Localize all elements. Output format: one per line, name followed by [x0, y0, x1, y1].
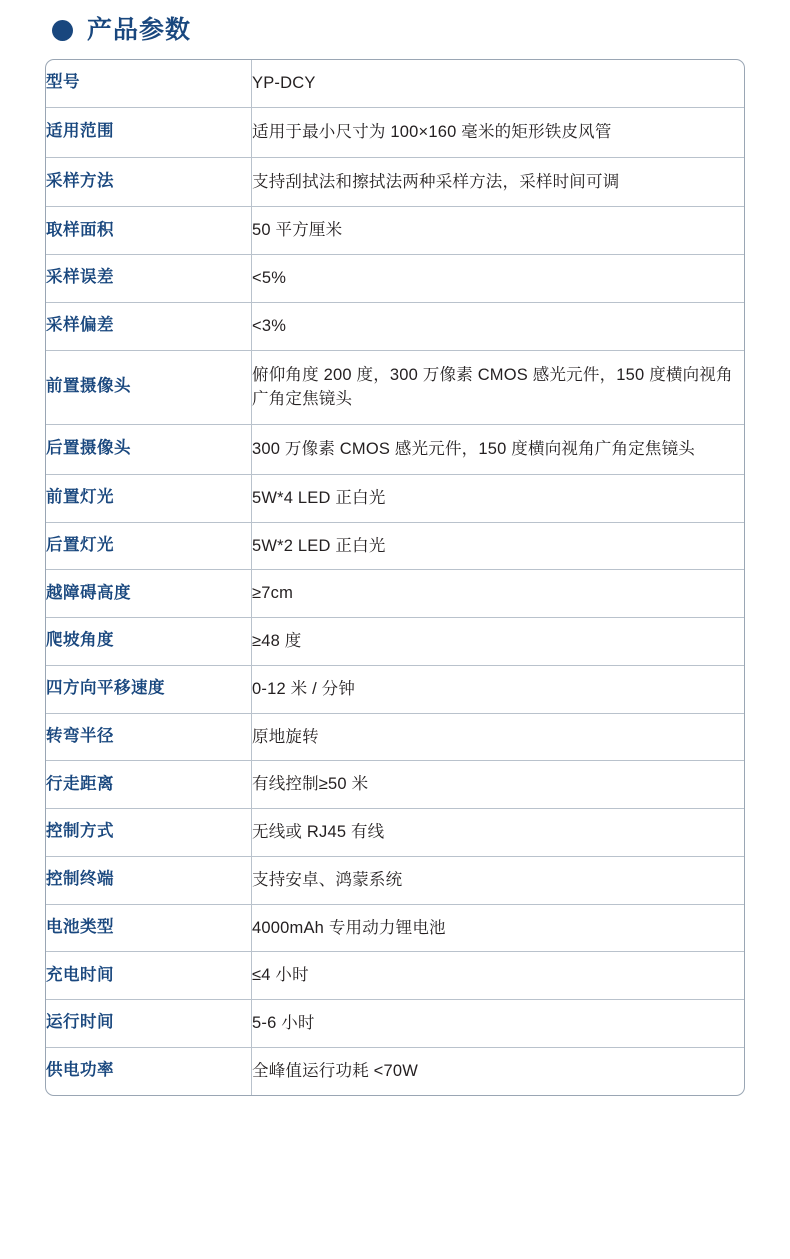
spec-value: ≤4 小时 [252, 966, 309, 985]
spec-value: 5-6 小时 [252, 1014, 315, 1032]
table-row [46, 904, 744, 952]
page-title: 产品参数 [87, 16, 192, 44]
spec-value: 50 平方厘米 [252, 221, 343, 240]
spec-value: ≥48 度 [252, 632, 302, 650]
spec-label: 采样误差 [46, 255, 252, 303]
spec-label: 后置摄像头 [46, 425, 252, 475]
table-row [46, 618, 744, 666]
spec-value: 支持刮拭法和擦拭法两种采样方法，采样时间可调 [252, 172, 620, 191]
table-row [46, 665, 744, 713]
spec-value: ≥7cm [252, 584, 294, 603]
table-row [46, 350, 744, 425]
spec-value: 300 万像素 CMOS 感光元件，150 度横向视角广角定焦镜头 [252, 440, 695, 458]
spec-table-body [46, 60, 744, 1095]
spec-value: 0-12 米 / 分钟 [252, 679, 356, 698]
table-row [46, 761, 744, 809]
table-row [46, 856, 744, 904]
spec-value: 原地旋转 [252, 727, 319, 746]
spec-label: 供电功率 [46, 1047, 252, 1094]
table-row [46, 60, 744, 107]
spec-value: <5% [252, 269, 287, 287]
table-row [46, 952, 744, 1000]
spec-table [46, 60, 744, 1095]
spec-label: 后置灯光 [46, 522, 252, 570]
spec-label: 转弯半径 [46, 713, 252, 761]
spec-label: 控制终端 [46, 856, 252, 904]
spec-value: 5W*2 LED 正白光 [252, 536, 386, 555]
spec-label: 控制方式 [46, 809, 252, 857]
table-row [46, 207, 744, 255]
spec-label: 适用范围 [46, 107, 252, 157]
table-row [46, 157, 744, 207]
table-row [46, 474, 744, 522]
spec-label: 电池类型 [46, 904, 252, 952]
spec-value: 5W*4 LED 正白光 [252, 488, 386, 507]
spec-label: 前置灯光 [46, 474, 252, 522]
table-row [46, 107, 744, 157]
spec-label: 采样偏差 [46, 302, 252, 350]
table-row [46, 809, 744, 857]
spec-label: 型号 [46, 60, 252, 107]
spec-label: 越障碍高度 [46, 570, 252, 618]
table-row [46, 522, 744, 570]
spec-value: 适用于最小尺寸为 100×160 毫米的矩形铁皮风管 [252, 122, 612, 141]
spec-label: 行走距离 [46, 761, 252, 809]
table-row [46, 425, 744, 475]
spec-value: 无线或 RJ45 有线 [252, 823, 385, 841]
table-row [46, 1047, 744, 1094]
spec-label: 取样面积 [46, 207, 252, 255]
spec-value: 全峰值运行功耗 <70W [252, 1061, 419, 1080]
spec-value: YP-DCY [252, 74, 316, 92]
spec-value: 有线控制≥50 米 [252, 775, 369, 794]
section-header [0, 0, 790, 53]
table-row [46, 302, 744, 350]
spec-value: 支持安卓、鸿蒙系统 [252, 870, 403, 889]
spec-label: 四方向平移速度 [46, 665, 252, 713]
table-row [46, 255, 744, 303]
spec-value: <3% [252, 316, 287, 335]
spec-value: 4000mAh 专用动力锂电池 [252, 918, 446, 937]
bullet-icon [52, 20, 73, 41]
table-row [46, 713, 744, 761]
table-row [46, 1000, 744, 1048]
spec-label: 爬坡角度 [46, 618, 252, 666]
spec-value: 俯仰角度 200 度，300 万像素 CMOS 感光元件，150 度横向视角广角定焦镜头 [252, 365, 733, 409]
spec-label: 充电时间 [46, 952, 252, 1000]
spec-label: 采样方法 [46, 157, 252, 207]
table-row [46, 570, 744, 618]
spec-table-container [45, 59, 745, 1096]
spec-label: 运行时间 [46, 1000, 252, 1048]
spec-label: 前置摄像头 [46, 350, 252, 425]
